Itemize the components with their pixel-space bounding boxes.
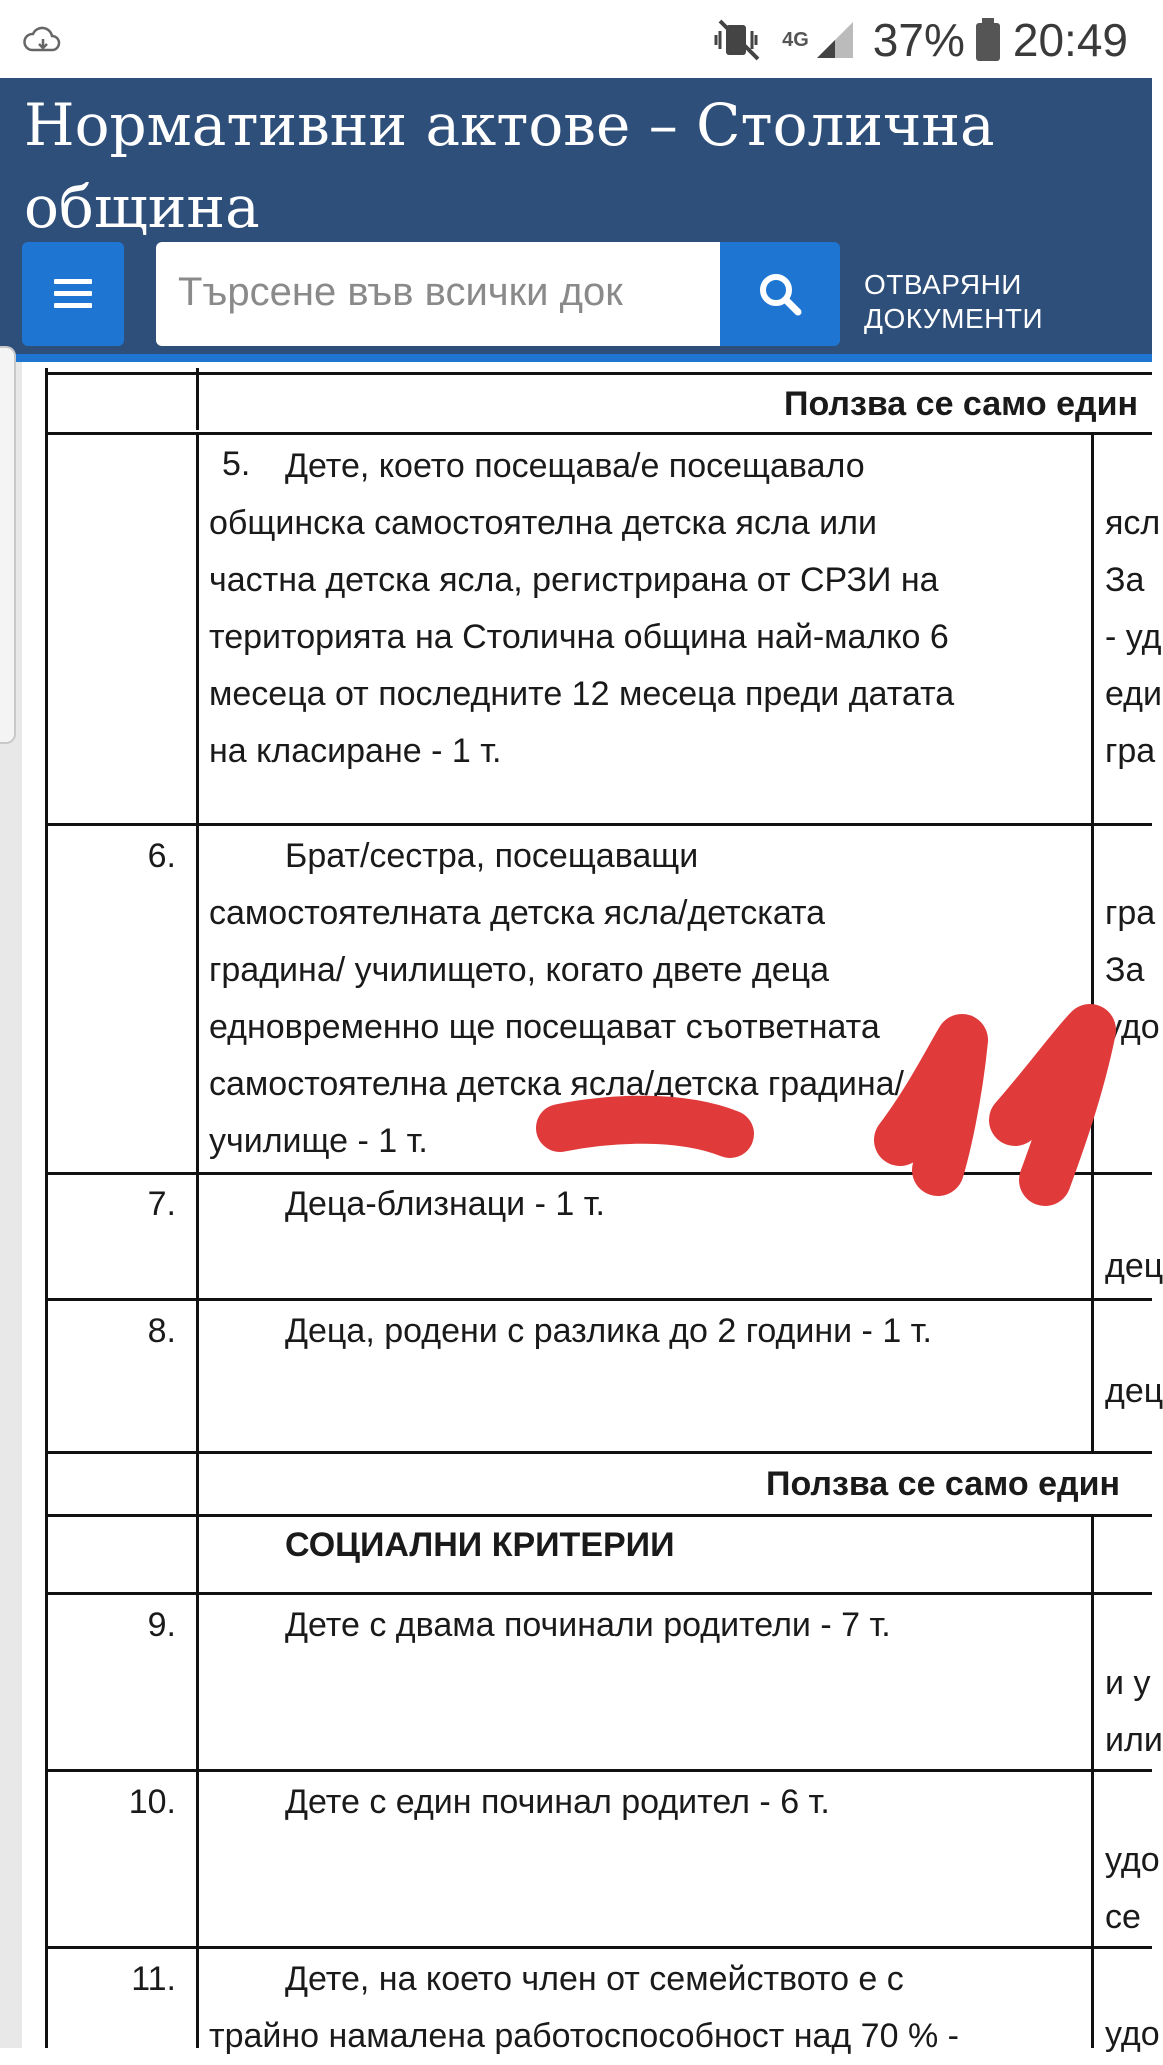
text-fragment: и у [1105, 1664, 1151, 1702]
text-fragment: - уд [1105, 618, 1162, 656]
battery-icon [973, 17, 1003, 63]
text-line: територията на Столична община най-малко 6 [209, 618, 949, 656]
text-line: частна детска ясла, регистрирана от СРЗИ на [209, 561, 939, 599]
row-number: 8. [147, 1312, 176, 1350]
cut-off-cell [1105, 1832, 1160, 1946]
cut-off-cell: дец [1105, 1372, 1163, 1410]
site-title[interactable]: Нормативни актове – Столична община [24, 91, 995, 241]
criterion-text: Дете с един починал родител - 6 т. [285, 1783, 830, 1821]
search-button[interactable] [720, 242, 840, 346]
text-fragment: ясл [1105, 504, 1161, 542]
side-scroll-handle[interactable] [0, 346, 16, 744]
site-header [0, 78, 1152, 358]
search-box [156, 242, 720, 346]
cut-off-cell [1105, 495, 1162, 780]
header-accent-line [0, 354, 1152, 362]
text-line: трайно намалена работоспособност над 70 % - [209, 2017, 959, 2055]
table-column-divider [1091, 1516, 1094, 2048]
row-number: 6. [147, 837, 176, 875]
text-fragment: удо [1105, 1008, 1160, 1046]
text-fragment: или [1105, 1721, 1163, 1759]
criterion-text: Дете с двама починали родители - 7 т. [285, 1606, 891, 1644]
text-fragment: гра [1105, 732, 1156, 770]
text-line: Дете, което посещава/е посещавало [285, 447, 865, 485]
table-row-border [45, 1172, 1152, 1175]
table-row-border [45, 1946, 1152, 1949]
row-number: 9. [147, 1606, 176, 1644]
text-line: самостоятелна детска ясла/детска градина/ [209, 1065, 905, 1103]
text-line: Брат/сестра, посещаващи [285, 837, 699, 875]
cut-off-cell: дец [1105, 1247, 1163, 1285]
search-icon [757, 271, 803, 317]
text-fragment: се [1105, 1898, 1141, 1936]
cut-off-cell [1105, 1655, 1163, 1769]
battery-percent: 37% [872, 14, 965, 66]
criterion-text [209, 828, 1089, 1170]
status-bar [0, 0, 1152, 78]
text-line: месеца от последните 12 месеца преди датата [209, 675, 955, 713]
text-line: едновременно ще посещават съответната [209, 1008, 880, 1046]
cut-off-cell: удо [1105, 2015, 1160, 2053]
criterion-text [209, 1951, 1089, 2065]
network-type: 4G [782, 29, 809, 51]
open-documents-link[interactable] [864, 268, 1144, 336]
table-row-border [45, 823, 1152, 826]
table-row-border [45, 1592, 1152, 1595]
table-row-border [45, 372, 1152, 375]
table-column-divider [1091, 434, 1094, 1454]
social-criteria-heading: СОЦИАЛНИ КРИТЕРИИ [285, 1526, 675, 1564]
cut-off-cell [1105, 885, 1160, 1056]
status-icons [714, 12, 1128, 68]
row-number: 11. [131, 1960, 176, 1998]
menu-button[interactable] [22, 242, 124, 346]
row-number: 5. [222, 445, 251, 483]
text-line: общинска самостоятелна детска ясла или [209, 504, 877, 542]
open-docs-line1: ОТВАРЯНИ [864, 269, 1022, 300]
text-line: градина/ училището, когато двете деца [209, 951, 830, 989]
table-column-divider [196, 434, 199, 2048]
table-row-border [45, 432, 1152, 435]
table-row-border [45, 1451, 1152, 1454]
section-heading: Ползва се само един [766, 1465, 1121, 1503]
search-input[interactable] [156, 242, 718, 342]
clock: 20:49 [1012, 14, 1128, 66]
criterion-text: Деца-близнаци - 1 т. [285, 1185, 605, 1223]
vibrate-mute-icon [714, 17, 764, 63]
section-heading: Ползва се само един [784, 385, 1139, 423]
criterion-text: Деца, родени с разлика до 2 години - 1 т. [285, 1312, 932, 1350]
table-column-divider [196, 368, 199, 430]
row-number: 7. [147, 1185, 176, 1223]
text-fragment: За [1105, 951, 1145, 989]
text-fragment: удо [1105, 1841, 1160, 1879]
open-docs-line2: ДОКУМЕНТИ [864, 303, 1044, 334]
row-number: 10. [128, 1783, 176, 1821]
text-fragment: гра [1105, 894, 1156, 932]
table-row-border [45, 1769, 1152, 1772]
text-fragment: еди [1105, 675, 1162, 713]
criterion-text [209, 438, 1089, 780]
cloud-sync-icon [22, 22, 62, 58]
text-line: самостоятелната детска ясла/детската [209, 894, 826, 932]
text-fragment: За [1105, 561, 1145, 599]
text-line: училище - 1 т. [209, 1122, 428, 1160]
table-row-border [45, 1514, 1152, 1517]
text-line: на класиране - 1 т. [209, 732, 502, 770]
text-line: Дете, на което член от семейството е с [285, 1960, 904, 1998]
hamburger-icon [54, 278, 92, 310]
signal-icon [815, 20, 855, 60]
table-row-border [45, 1298, 1152, 1301]
